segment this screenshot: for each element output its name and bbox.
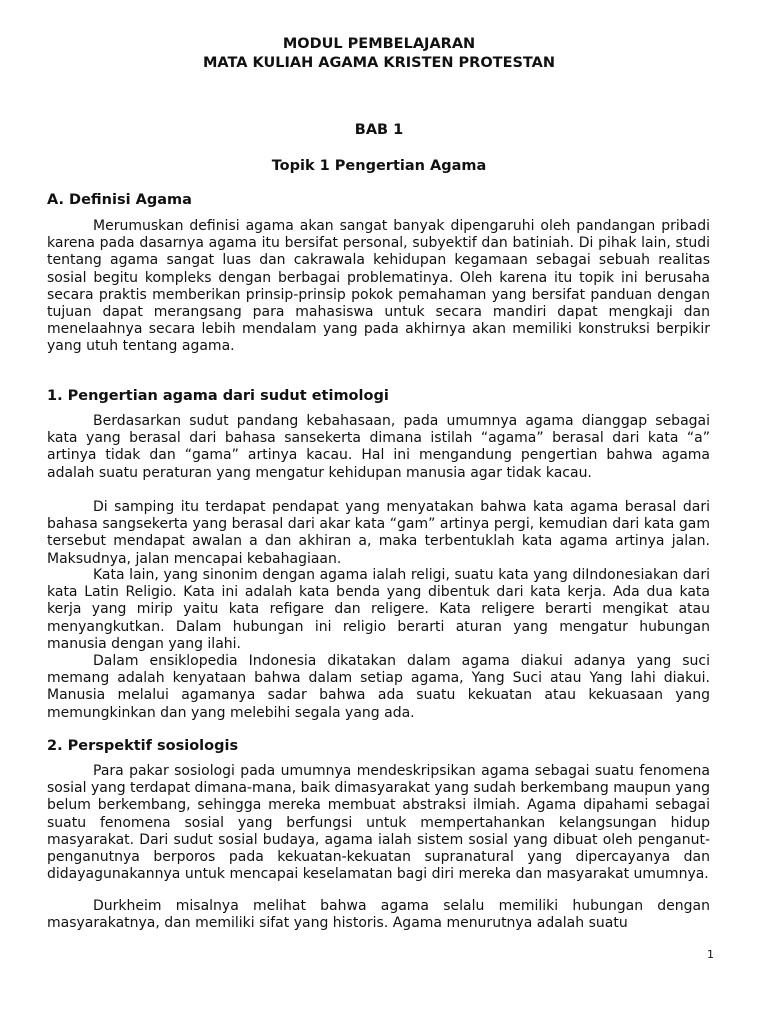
paragraph: Merumuskan definisi agama akan sangat banyak dipengaruhi oleh pandangan pribadi karena pada dasarnya agama itu bersifat personal, subyektif dan batiniah. Di pihak lain, studi tentang agama sangat luas dan cakrawala kehidupan kegamaan sebagai sebuah realitas sosial begitu kompleks dengan berbagai problematinya. Oleh karena itu topik ini berusaha secara praktis memberikan prinsip-prinsip pokok pemahaman yang bersifat panduan dengan tujuan dapat merangsang para mahasiswa untuk secara mandiri dapat mengkaji dan menelaahnya secara lebih mendalam yang pada akhirnya akan memiliki konstruksi berpikir yang utuh tentang agama.: [47, 218, 710, 355]
module-title: [0, 35, 758, 73]
section-heading-definisi: A. Definisi Agama: [47, 192, 192, 208]
chapter-title: BAB 1: [354, 122, 404, 138]
module-title-line-2: MATA KULIAH AGAMA KRISTEN PROTESTAN: [202, 55, 556, 71]
paragraph: Durkheim misalnya melihat bahwa agama selalu memiliki hubungan dengan masyarakatnya, dan memiliki sifat yang historis. Agama menurutnya adalah suatu: [47, 898, 710, 932]
page-number: 1: [707, 948, 714, 961]
section-heading-etimologi: 1. Pengertian agama dari sudut etimologi: [47, 388, 389, 404]
topic-title: Topik 1 Pengertian Agama: [271, 158, 487, 174]
paragraph: Kata lain, yang sinonim dengan agama ialah religi, suatu kata yang diIndonesiakan dari kata Latin Religio. Kata ini adalah kata benda yang dibentuk dari kata kerja. Ada dua kata kerja yang mirip yaitu kata refigare dan religere. Kata religere berarti mengikat atau menyangkutkan. Dalam hubungan ini religio berarti aturan yang mengatur hubungan manusia dengan yang ilahi.: [47, 567, 710, 652]
module-title-line-1: MODUL PEMBELAJARAN: [282, 36, 476, 52]
paragraph: Dalam ensiklopedia Indonesia dikatakan dalam agama diakui adanya yang suci memang adalah kenyataan bahwa dalam setiap agama, Yang Suci atau Yang lahi diakui. Manusia melalui agamanya sadar bahwa ada suatu kekuatan atau kekuasaan yang memungkinkan dan yang melebihi segala yang ada.: [47, 653, 710, 721]
paragraph: Para pakar sosiologi pada umumnya mendeskripsikan agama sebagai suatu fenomena sosial yang terdapat dimana-mana, baik dimasyarakat yang sudah berkembang maupun yang belum berkembang, sehingga mereka membuat abstraksi ilmiah. Agama dipahami sebagai suatu fenomena sosial yang berfungsi untuk mempertahankan kelangsungan hidup masyarakat. Dari sudut sosial budaya, agama ialah sistem sosial yang dibuat oleh penganut-penganutnya berporos pada kekuatan-kekuatan supranatural yang dipercayanya dan didayagunakannya untuk mencapai keselamatan bagi diri mereka dan masyarakat umumnya.: [47, 763, 710, 883]
paragraph: Berdasarkan sudut pandang kebahasaan, pada umumnya agama dianggap sebagai kata yang berasal dari bahasa sansekerta dimana istilah “agama” berasal dari kata “a” artinya tidak dan “gama” artinya kacau. Hal ini mengandung pengertian bahwa agama adalah suatu peraturan yang mengatur kehidupan manusia agar tidak kacau.: [47, 413, 710, 481]
paragraph: Di samping itu terdapat pendapat yang menyatakan bahwa kata agama berasal dari bahasa sangsekerta yang berasal dari akar kata “gam” artinya pergi, kemudian dari kata gam tersebut mendapat awalan a dan akhiran a, maka terbentuklah kata agama artinya jalan. Maksudnya, jalan mencapai kebahagiaan.: [47, 499, 710, 567]
section-heading-sosiologis: 2. Perspektif sosiologis: [47, 738, 239, 754]
